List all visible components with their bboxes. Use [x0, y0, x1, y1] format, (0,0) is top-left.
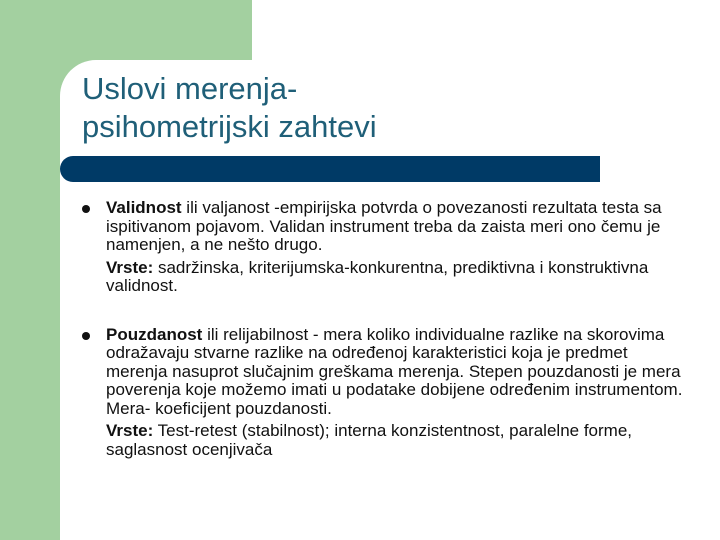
- definition-text: ili relijabilnost - mera koliko individualne razlike na skorovima odražavaju stvarne razlike na određenoj karakteristici koja je predmet merenja nasuprot slučajnim greškama merenja. Stepen pouzdanosti je mera poverenja koje možemo imati u podatake dobijene određenim instrumentom. Mera- koeficijent pouzdanosti.: [106, 324, 683, 418]
- slide-title: [82, 70, 642, 146]
- definition-text: ili valjanost -empirijska potvrda o povezanosti rezultata testa sa ispitivanom pojavom. Validan instrument treba da zaista meri ono čemu je namenjen, a ne nešto drugo.: [106, 198, 662, 254]
- slide-title-line-1: Uslovi merenja-: [82, 71, 298, 106]
- types-label: Vrste:: [106, 257, 154, 277]
- bullet-list: [82, 199, 692, 489]
- bullet-definition: [106, 199, 692, 255]
- bullet-dot-icon: [82, 205, 90, 213]
- term-label: Pouzdanost: [106, 324, 203, 344]
- types-text: Test-retest (stabilnost); interna konzistentnost, paralelne forme, saglasnost ocenjivača: [106, 421, 632, 459]
- slide-title-line-2: psihometrijski zahtevi: [82, 109, 377, 144]
- types-label: Vrste:: [106, 421, 154, 440]
- types-line: [106, 259, 692, 296]
- bullet-dot-icon: [82, 332, 90, 340]
- bullet-item-pouzdanost: [82, 326, 692, 460]
- title-underline-bar: [60, 156, 600, 182]
- types-line: [106, 422, 692, 459]
- types-text: sadržinska, kriterijumska-konkurentna, prediktivna i konstruktivna validnost.: [106, 257, 649, 295]
- bullet-definition: [106, 326, 692, 419]
- bullet-item-validnost: [82, 199, 692, 296]
- term-label: Validnost: [106, 198, 182, 217]
